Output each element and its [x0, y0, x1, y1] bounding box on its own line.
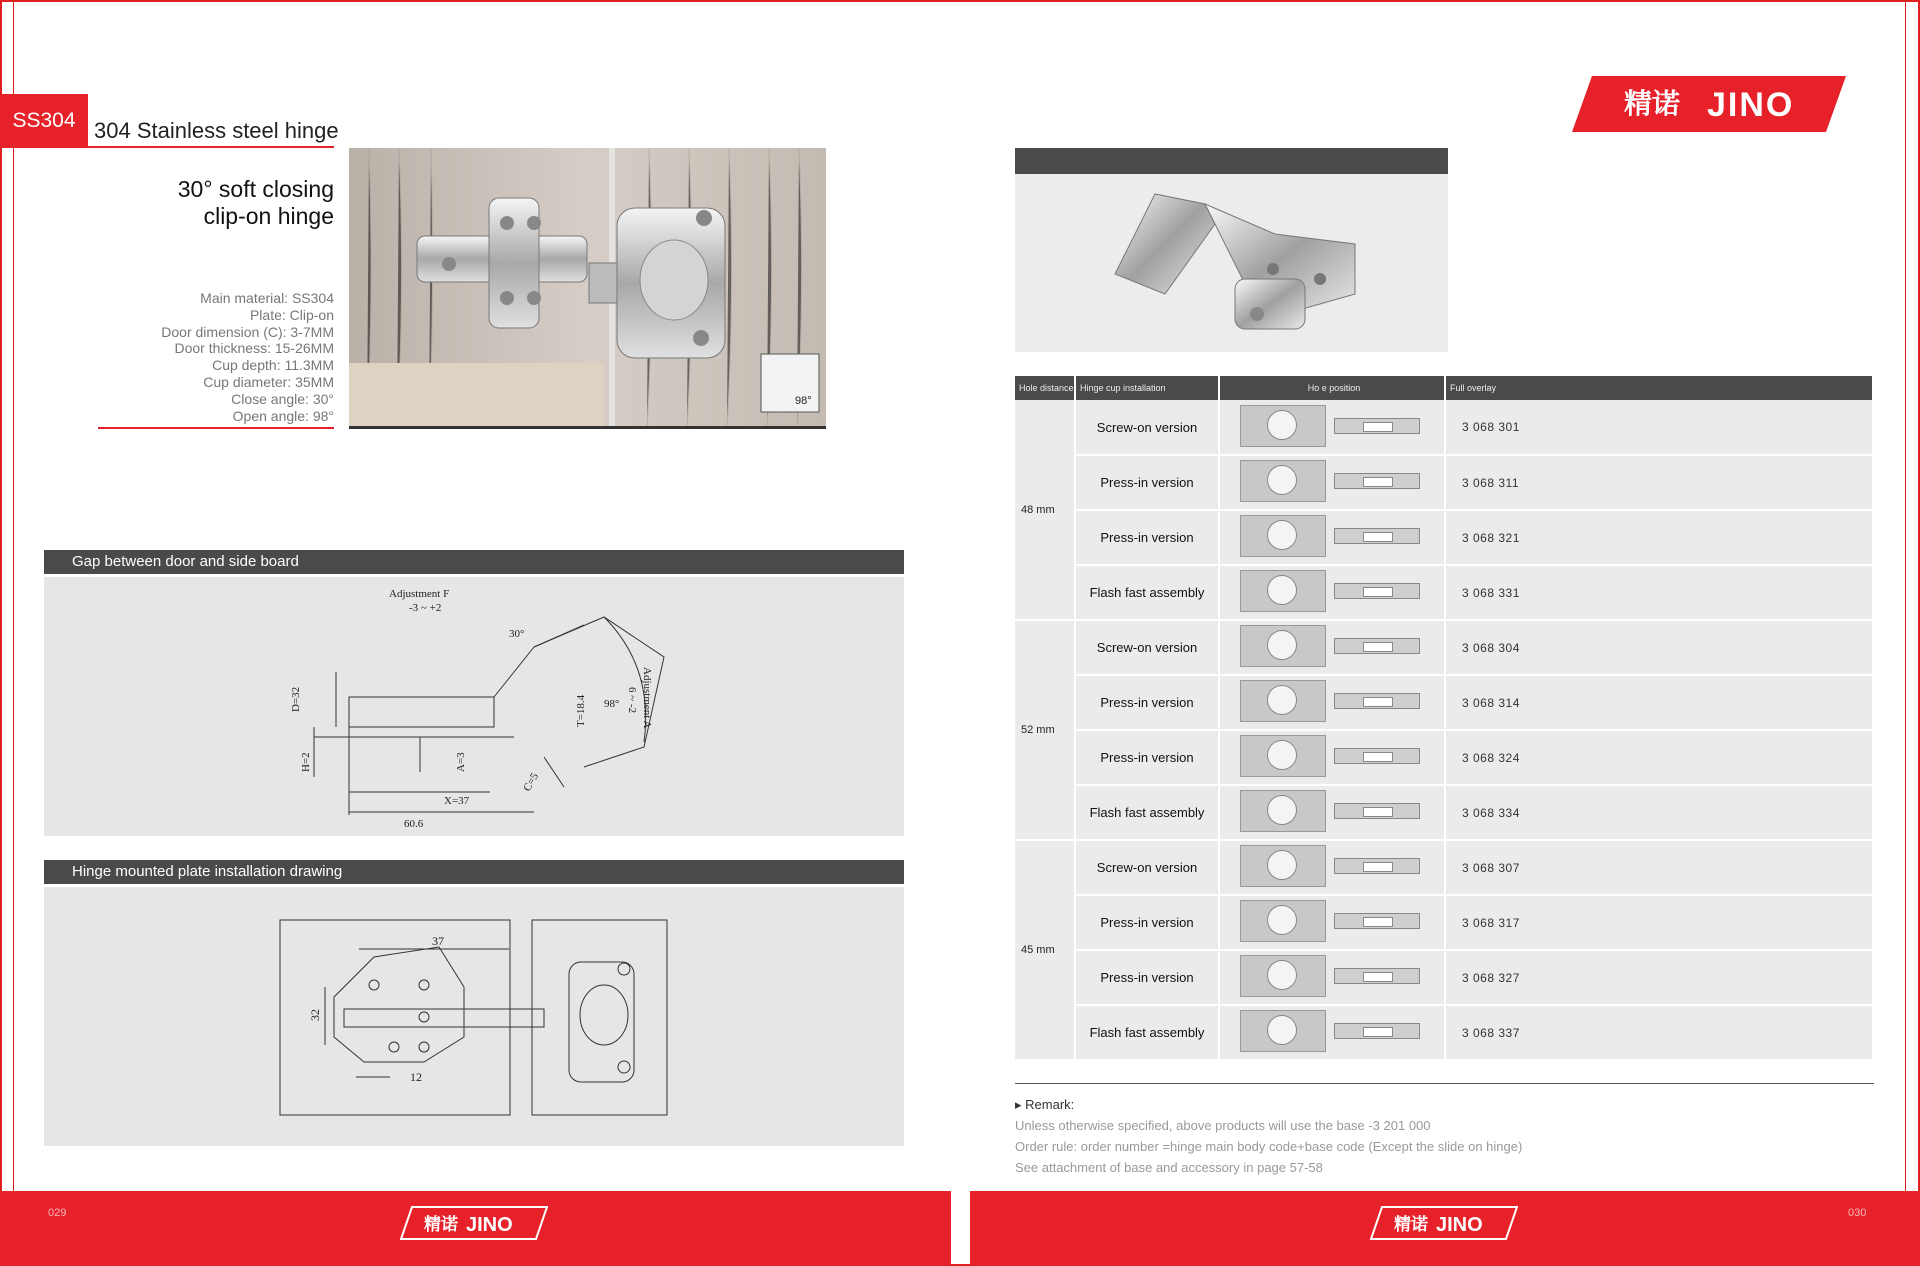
- hole-profile-diagram: [1334, 748, 1420, 764]
- hole-profile-diagram: [1334, 968, 1420, 984]
- dim-37-label: 37: [432, 934, 444, 948]
- dim-d-label: D=32: [290, 686, 302, 712]
- hole-position-cell: [1219, 565, 1445, 620]
- spec-item: Main material: SS304: [200, 290, 334, 306]
- installation-cell: Screw-on version: [1075, 620, 1219, 675]
- remark-line: See attachment of base and accessory in page 57-58: [1015, 1160, 1323, 1175]
- installation-cell: Screw-on version: [1075, 840, 1219, 895]
- dim-x-label: X=37: [444, 795, 470, 807]
- table-row: [1015, 620, 1873, 675]
- hole-position-cell: [1219, 840, 1445, 895]
- spec-item: Cup depth: 11.3MM: [212, 357, 334, 374]
- hole-position-cell: [1219, 950, 1445, 1005]
- section-bar-installation: Hinge mounted plate installation drawing: [44, 860, 904, 884]
- table-row: [1015, 565, 1873, 620]
- order-code-cell: 3 068 327: [1445, 950, 1873, 1005]
- spec-item: Door thickness: 15-26MM: [174, 340, 334, 357]
- remark-heading: ▸ Remark:: [1015, 1097, 1075, 1112]
- hole-profile-diagram: [1334, 528, 1420, 544]
- hinge-product-illustration: [1015, 174, 1448, 352]
- header-hole-distance: Hole distance: [1015, 376, 1075, 400]
- table-row: [1015, 675, 1873, 730]
- hole-profile-diagram: [1334, 418, 1420, 434]
- footer-logo-shape: [1370, 1206, 1518, 1240]
- installation-cell: Screw-on version: [1075, 400, 1219, 455]
- hole-pattern-diagram: [1240, 790, 1326, 832]
- hole-distance-cell: 48 mm: [1015, 400, 1075, 620]
- hole-pattern-diagram: [1240, 515, 1326, 557]
- hole-profile-diagram: [1334, 858, 1420, 874]
- photo-angle-label: 98°: [795, 395, 812, 407]
- gap-technical-drawing: [44, 577, 904, 836]
- hole-position-cell: [1219, 675, 1445, 730]
- order-code-cell: 3 068 317: [1445, 895, 1873, 950]
- hole-pattern-diagram: [1240, 735, 1326, 777]
- installation-cell: Press-in version: [1075, 730, 1219, 785]
- product-subtitle: [120, 176, 334, 230]
- hole-distance-cell: 52 mm: [1015, 620, 1075, 840]
- table-row: [1015, 950, 1873, 1005]
- dim-a-label: A=3: [455, 752, 467, 772]
- adjustment-a-range: 6 ~ -2: [626, 687, 638, 714]
- hinge-photo-illustration: [349, 148, 826, 429]
- order-code-cell: 3 068 334: [1445, 785, 1873, 840]
- hole-pattern-diagram: [1240, 955, 1326, 997]
- footer-brand-cn: 精诺: [424, 1215, 458, 1234]
- adjustment-f-range: -3 ~ +2: [409, 602, 442, 614]
- left-footer-logo: [400, 1206, 548, 1240]
- hole-profile-diagram: [1334, 693, 1420, 709]
- right-footer-logo: [1370, 1206, 1518, 1240]
- dim-12-label: 12: [410, 1070, 422, 1084]
- remark-line: Order rule: order number =hinge main body code+base code (Except the slide on hinge): [1015, 1139, 1523, 1154]
- right-page-number: 030: [1848, 1207, 1867, 1219]
- header-full-overlay: Full overlay: [1445, 376, 1873, 400]
- spec-item: Open angle: 98°: [232, 407, 334, 424]
- hole-position-cell: [1219, 895, 1445, 950]
- hole-pattern-diagram: [1240, 1010, 1326, 1052]
- left-page-number: 029: [48, 1207, 67, 1219]
- order-code-cell: 3 068 307: [1445, 840, 1873, 895]
- remark-divider: [1015, 1083, 1874, 1084]
- brand-cn-text: 精诺: [1624, 88, 1681, 119]
- installation-technical-drawing: [44, 887, 904, 1146]
- subtitle-line-1: 30° soft closing: [177, 176, 334, 202]
- order-code-cell: 3 068 304: [1445, 620, 1873, 675]
- spec-list: [100, 290, 334, 424]
- remark-line: Unless otherwise specified, above products will use the base -3 201 000: [1015, 1118, 1431, 1133]
- dim-c-label: C=5: [521, 771, 542, 794]
- order-code-cell: 3 068 311: [1445, 455, 1873, 510]
- table-row: [1015, 400, 1873, 455]
- hole-profile-diagram: [1334, 803, 1420, 819]
- hinge-spec-table: [1015, 376, 1874, 1061]
- footer-brand-en: JINO: [1436, 1214, 1483, 1236]
- hole-profile-diagram: [1334, 1023, 1420, 1039]
- hinge-photo: [349, 148, 826, 429]
- installation-cell: Press-in version: [1075, 950, 1219, 1005]
- hole-pattern-diagram: [1240, 460, 1326, 502]
- spec-item: Cup diameter: 35MM: [203, 373, 334, 390]
- product-image-box: [1015, 174, 1448, 352]
- adjustment-a-label: Adjustment A: [641, 667, 653, 729]
- gap-drawing-panel: [44, 577, 904, 836]
- hole-position-cell: [1219, 785, 1445, 840]
- hole-position-cell: [1219, 510, 1445, 565]
- order-code-cell: 3 068 301: [1445, 400, 1873, 455]
- table-row: [1015, 1005, 1873, 1060]
- order-code-cell: 3 068 337: [1445, 1005, 1873, 1060]
- spec-item: Close angle: 30°: [231, 390, 334, 407]
- hole-distance-cell: 45 mm: [1015, 840, 1075, 1060]
- model-title: 304 Stainless steel hinge: [94, 118, 339, 143]
- footer-brand-en: JINO: [466, 1214, 513, 1236]
- hole-profile-diagram: [1334, 583, 1420, 599]
- brand-logo-shape: [1572, 76, 1846, 132]
- hole-pattern-diagram: [1240, 570, 1326, 612]
- hole-position-cell: [1219, 620, 1445, 675]
- brand-en-text: JINO: [1707, 86, 1795, 124]
- table-row: [1015, 730, 1873, 785]
- model-code-tag: SS304: [0, 94, 88, 148]
- table-row: [1015, 785, 1873, 840]
- angle-98-label: 98°: [604, 698, 620, 710]
- brand-logo: [1572, 76, 1846, 132]
- table-row: [1015, 510, 1873, 565]
- order-code-cell: 3 068 321: [1445, 510, 1873, 565]
- table-row: [1015, 840, 1873, 895]
- footer-brand-cn: 精诺: [1394, 1215, 1428, 1234]
- hole-pattern-diagram: [1240, 405, 1326, 447]
- angle-30-label: 30°: [509, 628, 525, 640]
- hole-position-cell: [1219, 400, 1445, 455]
- subtitle-line-2: clip-on hinge: [203, 203, 334, 229]
- spec-item: Door dimension (C): 3-7MM: [161, 323, 334, 340]
- hole-position-cell: [1219, 455, 1445, 510]
- dim-h-label: H=2: [300, 752, 312, 772]
- specs-underline: [98, 427, 334, 429]
- adjustment-f-label: Adjustment F: [389, 588, 450, 600]
- hole-profile-diagram: [1334, 913, 1420, 929]
- installation-cell: Press-in version: [1075, 675, 1219, 730]
- installation-cell: Flash fast assembly: [1075, 1005, 1219, 1060]
- installation-cell: Press-in version: [1075, 895, 1219, 950]
- title-underline: [88, 146, 334, 148]
- spec-item: Plate: Clip-on: [249, 306, 334, 323]
- footer-logo-shape: [400, 1206, 548, 1240]
- remark-block: [1015, 1094, 1522, 1178]
- installation-drawing-panel: [44, 887, 904, 1146]
- hole-profile-diagram: [1334, 473, 1420, 489]
- hole-pattern-diagram: [1240, 680, 1326, 722]
- table-row: [1015, 455, 1873, 510]
- section-bar-gap: Gap between door and side board: [44, 550, 904, 574]
- order-code-cell: 3 068 331: [1445, 565, 1873, 620]
- dim-32-label: 32: [308, 1009, 322, 1021]
- table-row: [1015, 895, 1873, 950]
- order-code-cell: 3 068 324: [1445, 730, 1873, 785]
- hole-pattern-diagram: [1240, 625, 1326, 667]
- header-cup-installation: Hinge cup installation: [1075, 376, 1219, 400]
- header-hole-position: Ho e position: [1219, 376, 1445, 400]
- dim-t-label: T=18.4: [575, 694, 587, 727]
- hole-position-cell: [1219, 1005, 1445, 1060]
- hole-position-cell: [1219, 730, 1445, 785]
- order-code-cell: 3 068 314: [1445, 675, 1873, 730]
- installation-cell: Press-in version: [1075, 510, 1219, 565]
- product-header-bar: [1015, 148, 1448, 174]
- installation-cell: Flash fast assembly: [1075, 565, 1219, 620]
- hole-profile-diagram: [1334, 638, 1420, 654]
- installation-cell: Flash fast assembly: [1075, 785, 1219, 840]
- installation-cell: Press-in version: [1075, 455, 1219, 510]
- table-header-row: [1015, 376, 1873, 400]
- dim-width-label: 60.6: [404, 818, 424, 830]
- hole-pattern-diagram: [1240, 845, 1326, 887]
- hole-pattern-diagram: [1240, 900, 1326, 942]
